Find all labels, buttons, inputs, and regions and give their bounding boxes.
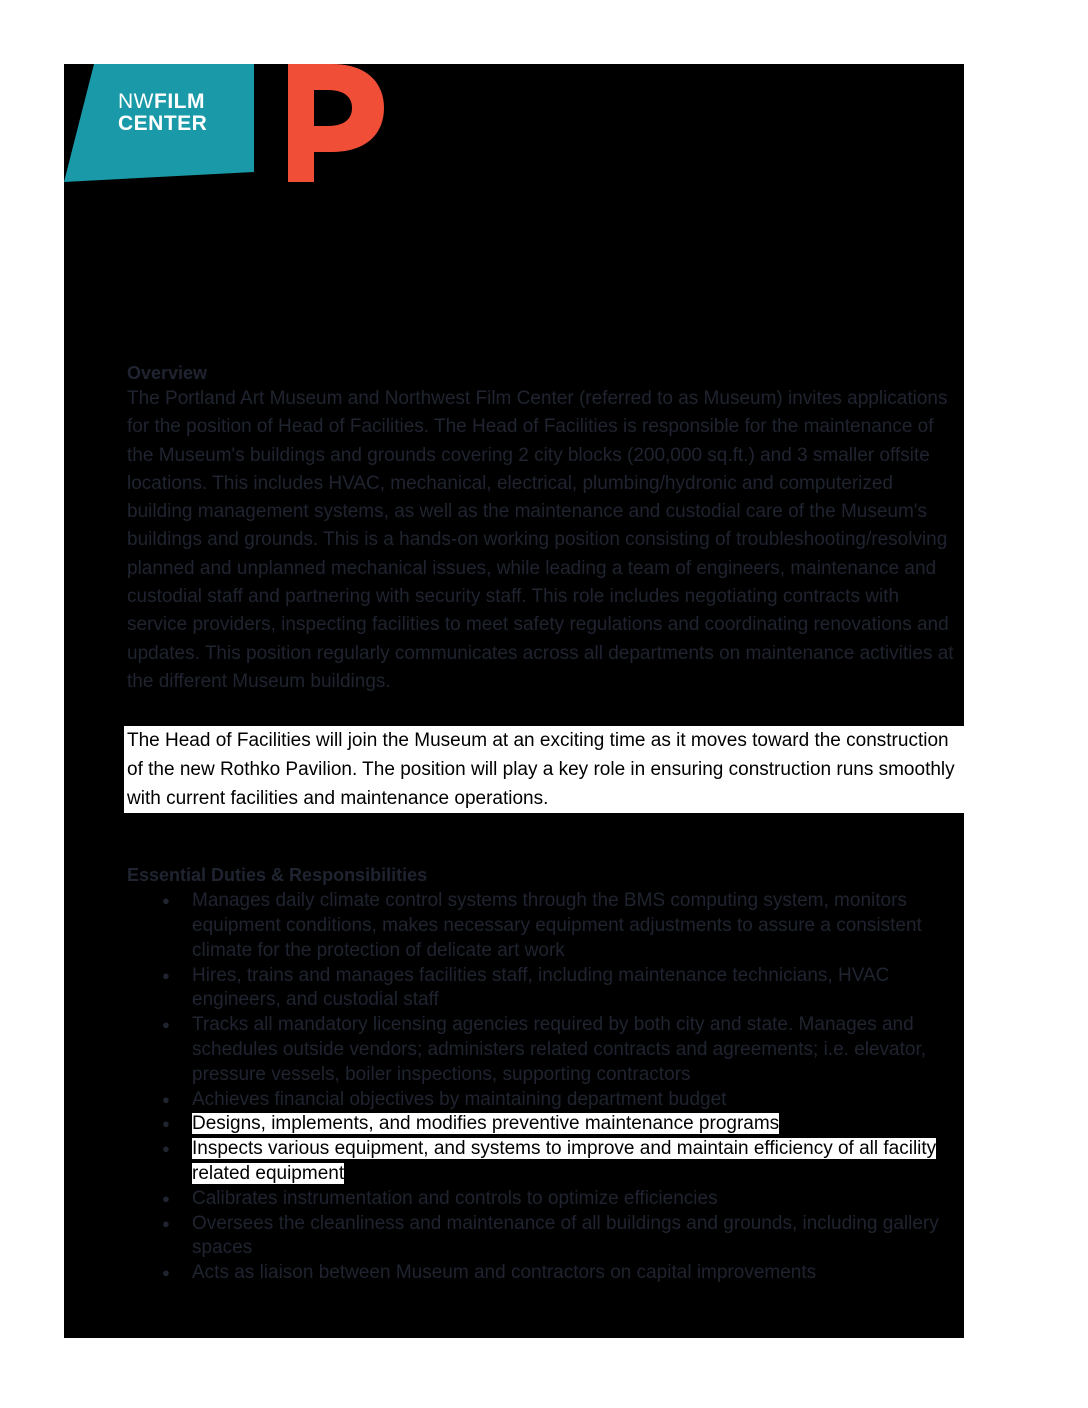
overview-heading: Overview [127,363,208,383]
overview-paragraph-rothko: The Head of Facilities will join the Museum at an exciting time as it moves toward the construction of the new Rothko Pavilion. The position will play a key role in ensuring construction runs smoothly with current facilities and maintenance operations. [124,726,964,813]
list-item: ● Designs, implements, and modifies preventive maintenance programs [127,1112,957,1137]
list-item: ● Acts as liaison between Museum and contractors on capital improvements [127,1261,957,1286]
logo-text-nw: NW [118,90,154,113]
document-page [64,64,964,1338]
overview-paragraph: The Portland Art Museum and Northwest Film Center (referred to as Museum) invites applications for the position of Head of Facilities. The Head of Facilities is responsible for the maintenance of the Museum's buildings and grounds covering 2 city blocks (200,000 sq.ft.) and 3 smaller offsite locations. This includes HVAC, mechanical, electrical, plumbing/hydronic and computerized building management systems, as well as the maintenance and custodial care of the Museum's buildings and grounds. This is a hands-on working position consisting of troubleshooting/resolving planned and unplanned mechanical issues, while leading a team of engineers, maintenance and custodial staff and partnering with security staff. This role includes negotiating contracts with service providers, inspecting facilities to meet safety regulations and coordinating renovations and updates. This position regularly communicates across all departments on maintenance activities at the different Museum buildings. [127,388,954,692]
list-item: ● Calibrates instrumentation and controls to optimize efficiencies [127,1187,957,1212]
p-mark-icon [288,64,388,184]
list-item: ● Hires, trains and manages facilities staff, including maintenance technicians, HVAC engineers, and custodial staff [127,964,957,1014]
list-item: ● Achieves financial objectives by maintaining department budget [127,1088,957,1113]
duties-heading: Essential Duties & Responsibilities [127,865,428,886]
duties-list [127,889,957,1286]
logo-text-film: FILM [154,90,205,113]
list-item: ● Oversees the cleanliness and maintenance of all buildings and grounds, including gallery spaces [127,1212,957,1262]
list-item: ● Manages daily climate control systems through the BMS computing system, monitors equipment conditions, makes necessary equipment adjustments to assure a consistent climate for the protection of delicate art work [127,889,957,963]
nw-film-center-logo [64,64,254,184]
document-content [127,361,957,1286]
logo-text-center: CENTER [118,112,208,135]
list-item: ● Inspects various equipment, and systems to improve and maintain efficiency of all facility related equipment [127,1137,957,1187]
list-item: ● Tracks all mandatory licensing agencies required by both city and state. Manages and schedules outside vendors; administers related contracts and agreements; i.e. elevator, pressure vessels, boiler inspections, supporting contractors [127,1013,957,1087]
